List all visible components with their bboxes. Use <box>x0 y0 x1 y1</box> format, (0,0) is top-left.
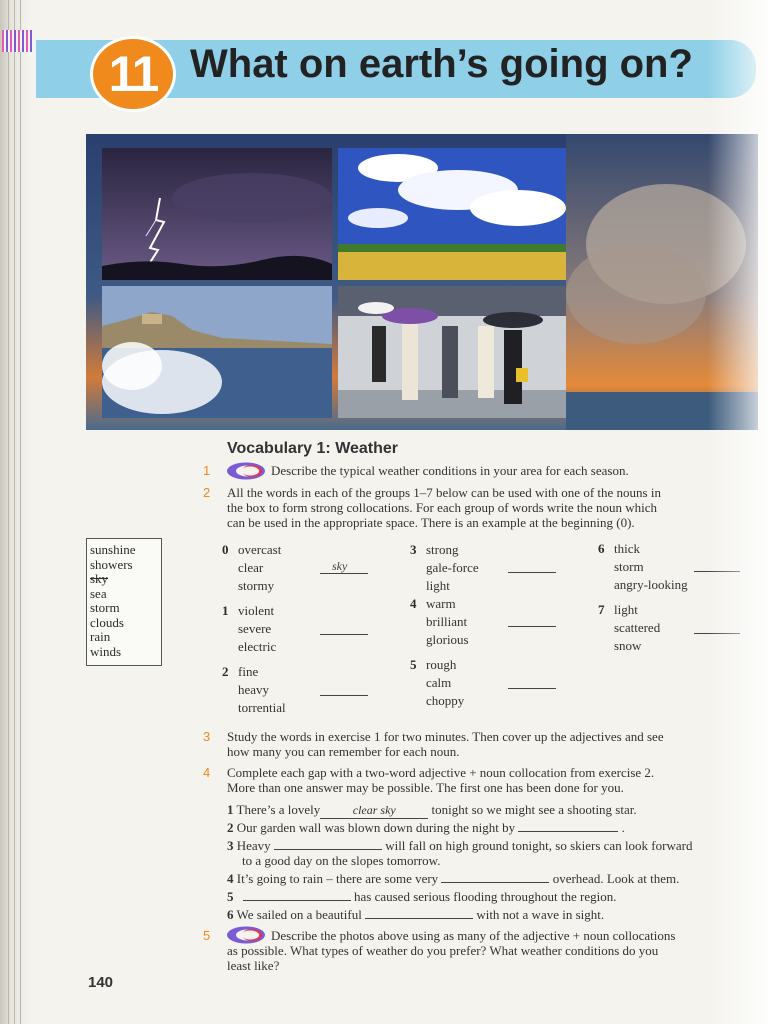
group-number: 6 <box>598 541 605 556</box>
item-text: overhead. Look at them. <box>552 871 680 886</box>
group-word: calm <box>426 675 452 690</box>
item-answer-blank[interactable] <box>365 907 473 919</box>
group-word: light <box>426 578 450 593</box>
group-word: stormy <box>238 578 275 593</box>
item-number: 3 <box>227 838 234 853</box>
page-edge-line <box>14 0 15 1024</box>
exercise-number: 5 <box>203 928 211 943</box>
item-answer-blank[interactable] <box>243 889 351 901</box>
exercise-number: 1 <box>203 463 211 478</box>
speaking-activity-icon <box>226 926 266 944</box>
group-word: clear <box>238 560 264 575</box>
answer-blank[interactable] <box>320 634 368 635</box>
group-word: electric <box>238 639 277 654</box>
group-word: gale-force <box>426 560 479 575</box>
group-word: angry-looking <box>614 577 688 592</box>
page-number: 140 <box>88 974 114 991</box>
group-number: 2 <box>222 664 229 679</box>
group-word: strong <box>426 542 459 557</box>
unit-title: What on earth’s going on? <box>190 42 693 86</box>
answer-blank[interactable] <box>320 573 368 574</box>
group-number: 4 <box>410 596 417 611</box>
group-answer: sky <box>332 559 348 573</box>
group-word: torrential <box>238 700 286 715</box>
exercise-1-instruction: Describe the typical weather conditions in your area for each season. <box>271 463 629 478</box>
item-text: has caused serious flooding throughout the region. <box>354 889 617 904</box>
unit-number-badge: 11 <box>90 36 176 112</box>
noun-word-box <box>86 538 162 666</box>
page-gutter-shade <box>708 0 768 1024</box>
group-word: thick <box>614 541 640 556</box>
answer-blank[interactable] <box>508 626 556 627</box>
item-text: Heavy <box>236 838 271 853</box>
item-text: with not a wave in sight. <box>476 907 605 922</box>
group-number: 1 <box>222 603 229 618</box>
group-word: warm <box>426 596 456 611</box>
item-text: tonight so we might see a shooting star. <box>431 802 637 817</box>
exercise-4-instruction-line: Complete each gap with a two-word adjective + noun collocation from exercise 2. <box>227 765 655 780</box>
group-number: 5 <box>410 657 417 672</box>
exercise-number: 2 <box>203 485 211 500</box>
group-number: 0 <box>222 542 229 557</box>
answer-blank[interactable] <box>508 688 556 689</box>
exercise-4-item <box>227 907 604 923</box>
group-word: brilliant <box>426 614 468 629</box>
exercise-4-instruction-line: More than one answer may be possible. The first one has been done for you. <box>227 780 624 795</box>
exercise-4-item <box>227 838 692 854</box>
exercise-3-instruction-line: how many you can remember for each noun. <box>227 744 460 759</box>
item-text: . <box>621 820 625 835</box>
group-word: choppy <box>426 693 465 708</box>
word-box-item: clouds <box>90 614 124 630</box>
word-box-item: winds <box>90 643 122 659</box>
item-text: Our garden wall was blown down during the night by <box>236 820 516 835</box>
item-answer-blank[interactable] <box>274 838 382 850</box>
word-box-item: sunshine <box>90 542 136 557</box>
exercise-2-instruction-line: the box to form strong collocations. For each group of words write the noun which <box>227 500 657 515</box>
answer-blank[interactable] <box>508 572 556 573</box>
item-number: 6 <box>227 907 234 922</box>
group-word: violent <box>238 603 275 618</box>
item-number: 5 <box>227 889 234 904</box>
group-number: 7 <box>598 602 605 617</box>
exercise-4-item <box>227 802 637 819</box>
exercise-5-instruction-line: Describe the photos above using as many of the adjective + noun collocations <box>271 928 676 943</box>
exercise-5-instruction-line: as possible. What types of weather do you prefer? What weather conditions do you <box>227 943 659 958</box>
item-answer-blank[interactable] <box>518 820 618 832</box>
group-word: snow <box>614 638 642 653</box>
section-heading: Vocabulary 1: Weather <box>227 440 399 457</box>
item-answer[interactable]: clear sky <box>320 803 428 819</box>
group-word: storm <box>614 559 644 574</box>
rough-sea-photo <box>102 286 332 418</box>
exercise-number: 4 <box>203 765 211 780</box>
exercise-4-item-continuation: to a good day on the slopes tomorrow. <box>242 853 441 868</box>
page-edge-line <box>20 0 21 1024</box>
word-box-item: sea <box>90 585 107 601</box>
word-box-item: showers <box>90 556 133 572</box>
item-text: We sailed on a beautiful <box>236 907 362 922</box>
page-edge <box>0 0 30 1024</box>
word-box-item: storm <box>90 600 120 615</box>
item-number: 2 <box>227 820 234 835</box>
sunny-field-photo <box>338 148 566 280</box>
page-tab-marks <box>2 30 32 52</box>
group-word: overcast <box>238 542 282 557</box>
item-number: 1 <box>227 802 234 817</box>
exercise-number: 3 <box>203 729 211 744</box>
exercise-5-instruction-line: least like? <box>227 958 280 973</box>
rainy-street-photo <box>338 286 566 418</box>
item-text: will fall on high ground tonight, so skiers can look forward <box>385 838 693 853</box>
speaking-activity-icon <box>226 462 266 480</box>
exercise-3-instruction-line: Study the words in exercise 1 for two minutes. Then cover up the adjectives and see <box>227 729 664 744</box>
item-number: 4 <box>227 871 234 886</box>
item-text: It’s going to rain – there are some very <box>236 871 439 886</box>
answer-blank[interactable] <box>320 695 368 696</box>
group-word: fine <box>238 664 259 679</box>
exercise-2-instruction-line: can be used in the appropriate space. There is an example at the beginning (0). <box>227 515 635 530</box>
group-word: scattered <box>614 620 661 635</box>
exercise-4-item <box>227 820 625 836</box>
exercise-4-item <box>227 871 679 887</box>
group-word: light <box>614 602 638 617</box>
exercise-2-instruction-line: All the words in each of the groups 1–7 below can be used with one of the nouns in <box>227 485 661 500</box>
page-edge-line <box>8 0 9 1024</box>
word-box-item-crossed: sky <box>90 571 109 586</box>
exercise-4-item <box>227 889 616 905</box>
word-box-item: rain <box>90 629 111 644</box>
group-word: heavy <box>238 682 270 697</box>
group-word: severe <box>238 621 272 636</box>
item-text: There’s a lovely <box>236 802 321 817</box>
lightning-storm-photo <box>102 148 332 280</box>
group-word: rough <box>426 657 457 672</box>
group-word: glorious <box>426 632 469 647</box>
weather-photo-collage <box>86 134 758 430</box>
item-answer-blank[interactable] <box>441 871 549 883</box>
group-number: 3 <box>410 542 417 557</box>
